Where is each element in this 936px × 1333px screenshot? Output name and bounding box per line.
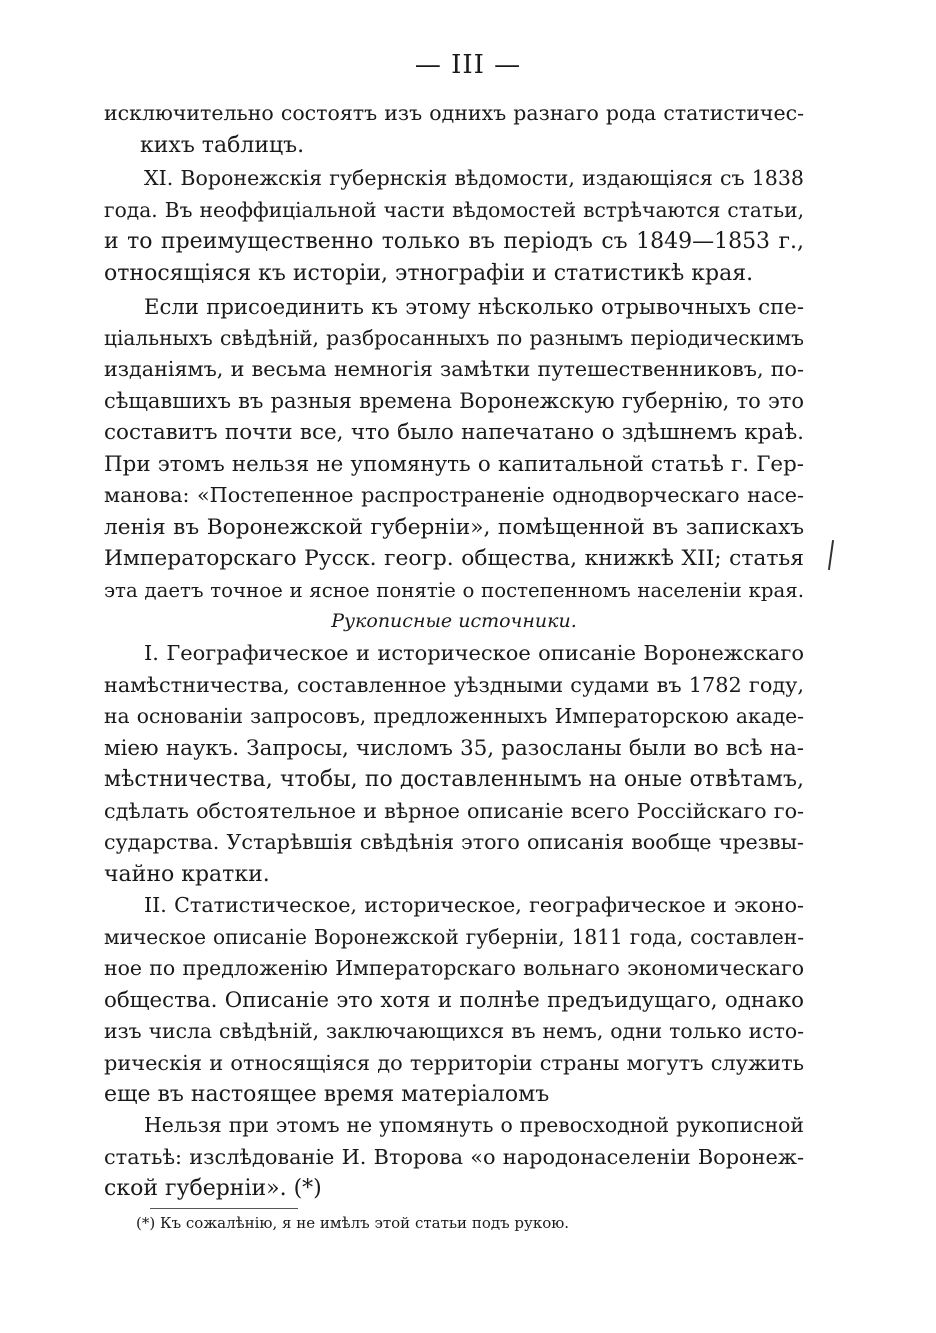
footnote-divider [150,1208,298,1209]
text-block-manuscript-3 [104,1110,804,1205]
text-block-printed-sources [104,98,804,606]
text-line: изъ числа свѣдѣній, заключающихся въ немъ, одни только исто- [104,1019,804,1043]
text-line: и то преимущественно только въ періодъ съ 1849—1853 г., [104,229,804,254]
text-line: чайно кратки. [104,861,270,887]
text-line: на основаніи запросовъ, предложенныхъ Императорскою акаде- [104,704,804,728]
text-line: манова: «Постепенное распространеніе однодворческаго насе- [104,483,804,507]
text-line: кихъ таблицъ. [140,132,305,158]
text-line: общества. Описаніе это хотя и полнѣе предъидущаго, однако [104,987,804,1013]
text-line: рическія и относящіяся до территоріи страны могутъ служить [104,1050,804,1075]
page-number: — III — [414,50,522,80]
text-line: Императорскаго Русск. геогр. общества, книжкѣ XII; статья [104,546,804,571]
text-block-manuscript-2 [104,890,804,1111]
text-line: года. Въ неоффиціальной части вѣдомостей встрѣчаются статьи, [104,197,804,222]
text-line: ской губерніи». (*) [104,1176,322,1201]
text-line: При этомъ нельзя не упомянуть о капитальной статьѣ г. Гер- [104,451,804,477]
footnote: (*) Къ сожалѣнію, я не имѣлъ этой статьи подъ рукою. [136,1214,570,1232]
text-line: изданіямъ, и весьма немногія замѣтки путешественниковъ, по- [104,357,804,381]
text-line: I. Географическое и историческое описаніе Воронежскаго [144,641,804,665]
text-line: мическое описаніе Воронежской губерніи, 1811 года, составлен- [104,924,804,949]
text-line: сдѣлать обстоятельное и вѣрное описаніе всего Россійскаго го- [104,798,804,823]
text-line: II. Статистическое, историческое, географическое и эконо- [144,893,804,917]
section-heading-block [104,606,804,638]
text-line: сударства. Устарѣвшія свѣдѣнія этого описанія вообще чрезвы- [104,830,804,854]
text-line: XI. Воронежскія губернскія вѣдомости, издающіяся съ 1838 [144,166,804,190]
text-line: ленія въ Воронежской губерніи», помѣщенной въ запискахъ [104,514,804,540]
text-line: статьѣ: изслѣдованіе И. Второва «о народонаселеніи Воронеж- [104,1144,804,1169]
text-line: Если присоединить къ этому нѣсколько отрывочныхъ спе- [144,294,804,319]
section-heading: Рукописные источники. [331,610,577,632]
text-line: исключительно состоятъ изъ однихъ разнаго рода статистичес- [104,101,804,125]
text-line: эта даетъ точное и ясное понятіе о постепенномъ населеніи края. [104,578,804,602]
text-line: мѣстничества, чтобы, по доставленнымъ на оные отвѣтамъ, [104,767,804,792]
text-line: ціальныхъ свѣдѣній, разбросанныхъ по разнымъ періодическимъ [104,325,804,350]
text-line: относящіяся къ исторіи, этнографіи и статистикѣ края. [104,260,754,286]
text-line: ное по предложенію Императорскаго вольнаго экономическаго [104,956,804,980]
text-line: міею наукъ. Запросы, числомъ 35, разосланы были во всѣ на- [104,735,804,761]
text-line: составитъ почти все, что было напечатано о здѣшнемъ краѣ. [104,420,804,445]
text-block-manuscript-1 [104,638,804,890]
text-line: Нельзя при этомъ не упомянуть о превосходной рукописной [144,1113,804,1137]
text-line: сѣщавшихъ въ разныя времена Воронежскую губернію, то это [104,388,804,413]
margin-pencil-mark [828,540,834,570]
text-line: намѣстничества, составленное уѣздными судами въ 1782 году, [104,672,804,697]
text-line: еще въ настоящее время матеріаломъ [104,1082,550,1107]
